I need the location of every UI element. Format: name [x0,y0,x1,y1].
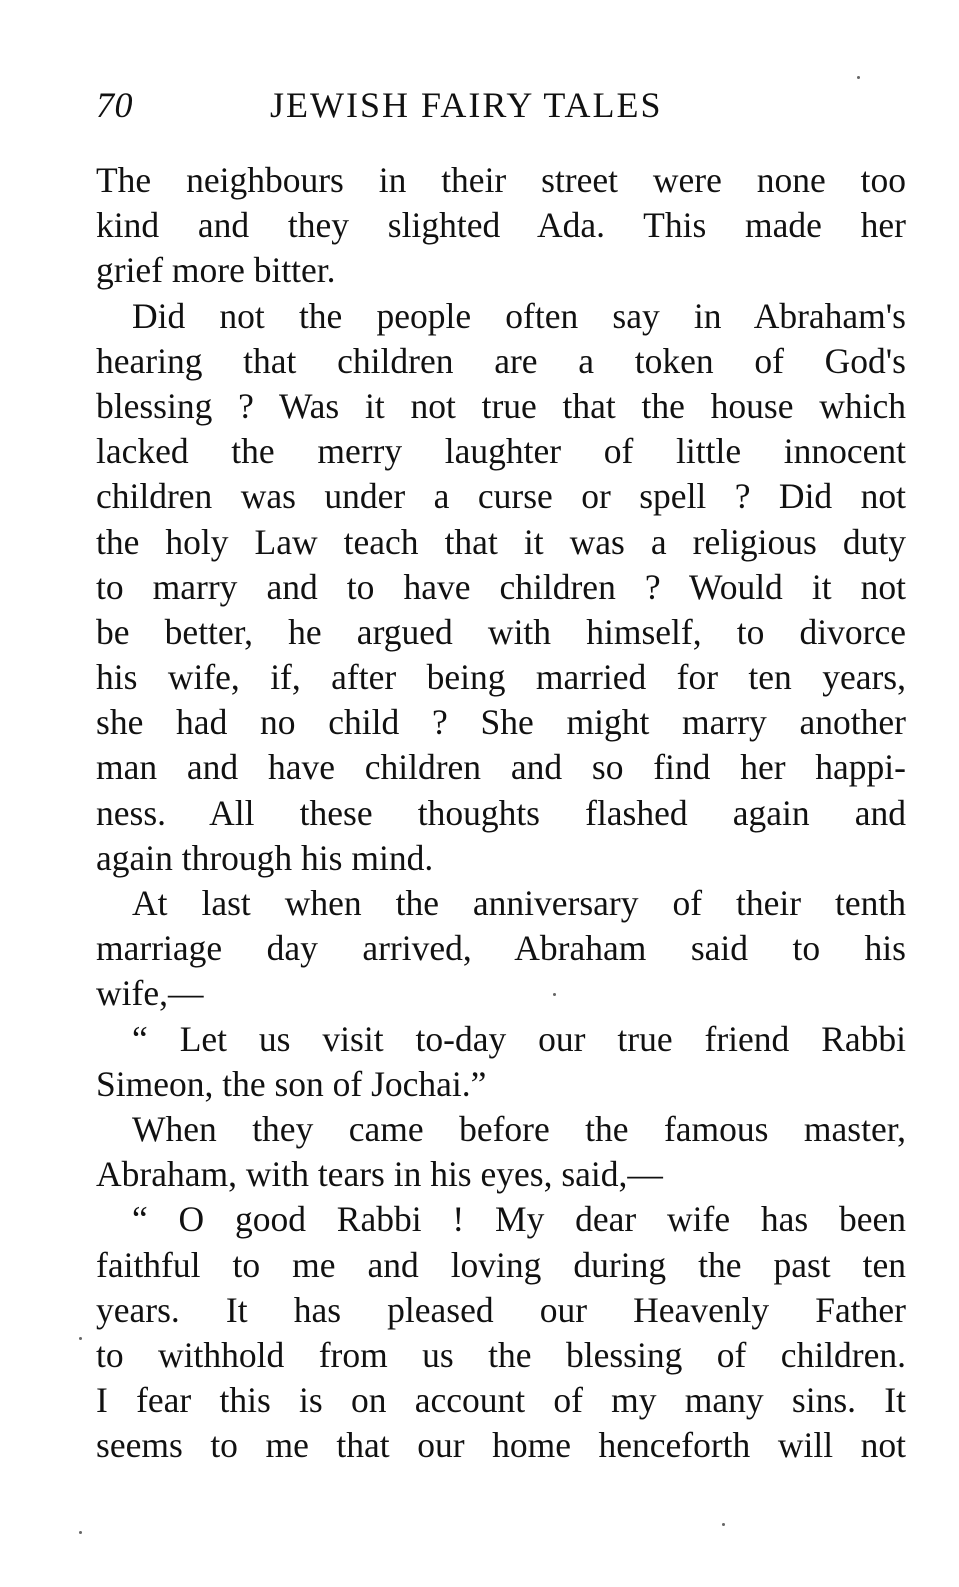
text-line: children was under a curse or spell ? Did not [96,476,906,517]
paper-speck [722,1523,725,1526]
text-line: kind and they slighted Ada. This made her [96,205,906,246]
text-line: “ O good Rabbi ! My dear wife has been [132,1199,906,1240]
body-text [96,158,906,1468]
paper-speck [79,1337,82,1340]
text-line: ness. All these thoughts flashed again and [96,792,906,833]
text-line: to marry and to have children ? Would it not [96,566,906,607]
page-number: 70 [96,85,133,125]
running-title: JEWISH FAIRY TALES [270,85,663,125]
text-line: years. It has pleased our Heavenly Father [96,1289,906,1330]
text-line: wife,— [96,973,204,1014]
text-line: grief more bitter. [96,250,336,291]
text-line: she had no child ? She might marry another [96,702,906,743]
text-line: again through his mind. [96,837,434,878]
text-line: lacked the merry laughter of little innocent [96,431,906,472]
text-line: When they came before the famous master, [132,1108,906,1149]
text-line: At last when the anniversary of their tenth [132,883,906,923]
text-line: faithful to me and loving during the past ten [96,1244,906,1285]
running-head [96,84,906,130]
text-line: blessing ? Was it not true that the house which [96,385,906,426]
text-line: “ Let us visit to-day our true friend Rabbi [132,1018,906,1059]
text-line: be better, he argued with himself, to divorce [96,611,906,652]
text-line: Abraham, with tears in his eyes, said,— [96,1154,663,1195]
text-line: his wife, if, after being married for ten years, [96,657,906,698]
text-line: Did not the people often say in Abraham's [132,295,906,336]
text-line: marriage day arrived, Abraham said to his [96,928,906,969]
text-line: man and have children and so find her happi- [96,747,906,788]
paper-speck [553,993,556,996]
text-line: The neighbours in their street were none too [96,160,906,200]
text-line: seems to me that our home henceforth will not [96,1425,906,1466]
text-line: Simeon, the son of Jochai.” [96,1063,487,1104]
paper-speck [79,1531,82,1534]
text-line: to withhold from us the blessing of children. [96,1334,906,1375]
text-line: hearing that children are a token of God's [96,340,906,381]
text-line: I fear this is on account of my many sins. It [96,1380,906,1421]
paper-speck [857,76,860,79]
text-line: the holy Law teach that it was a religious duty [96,521,906,562]
